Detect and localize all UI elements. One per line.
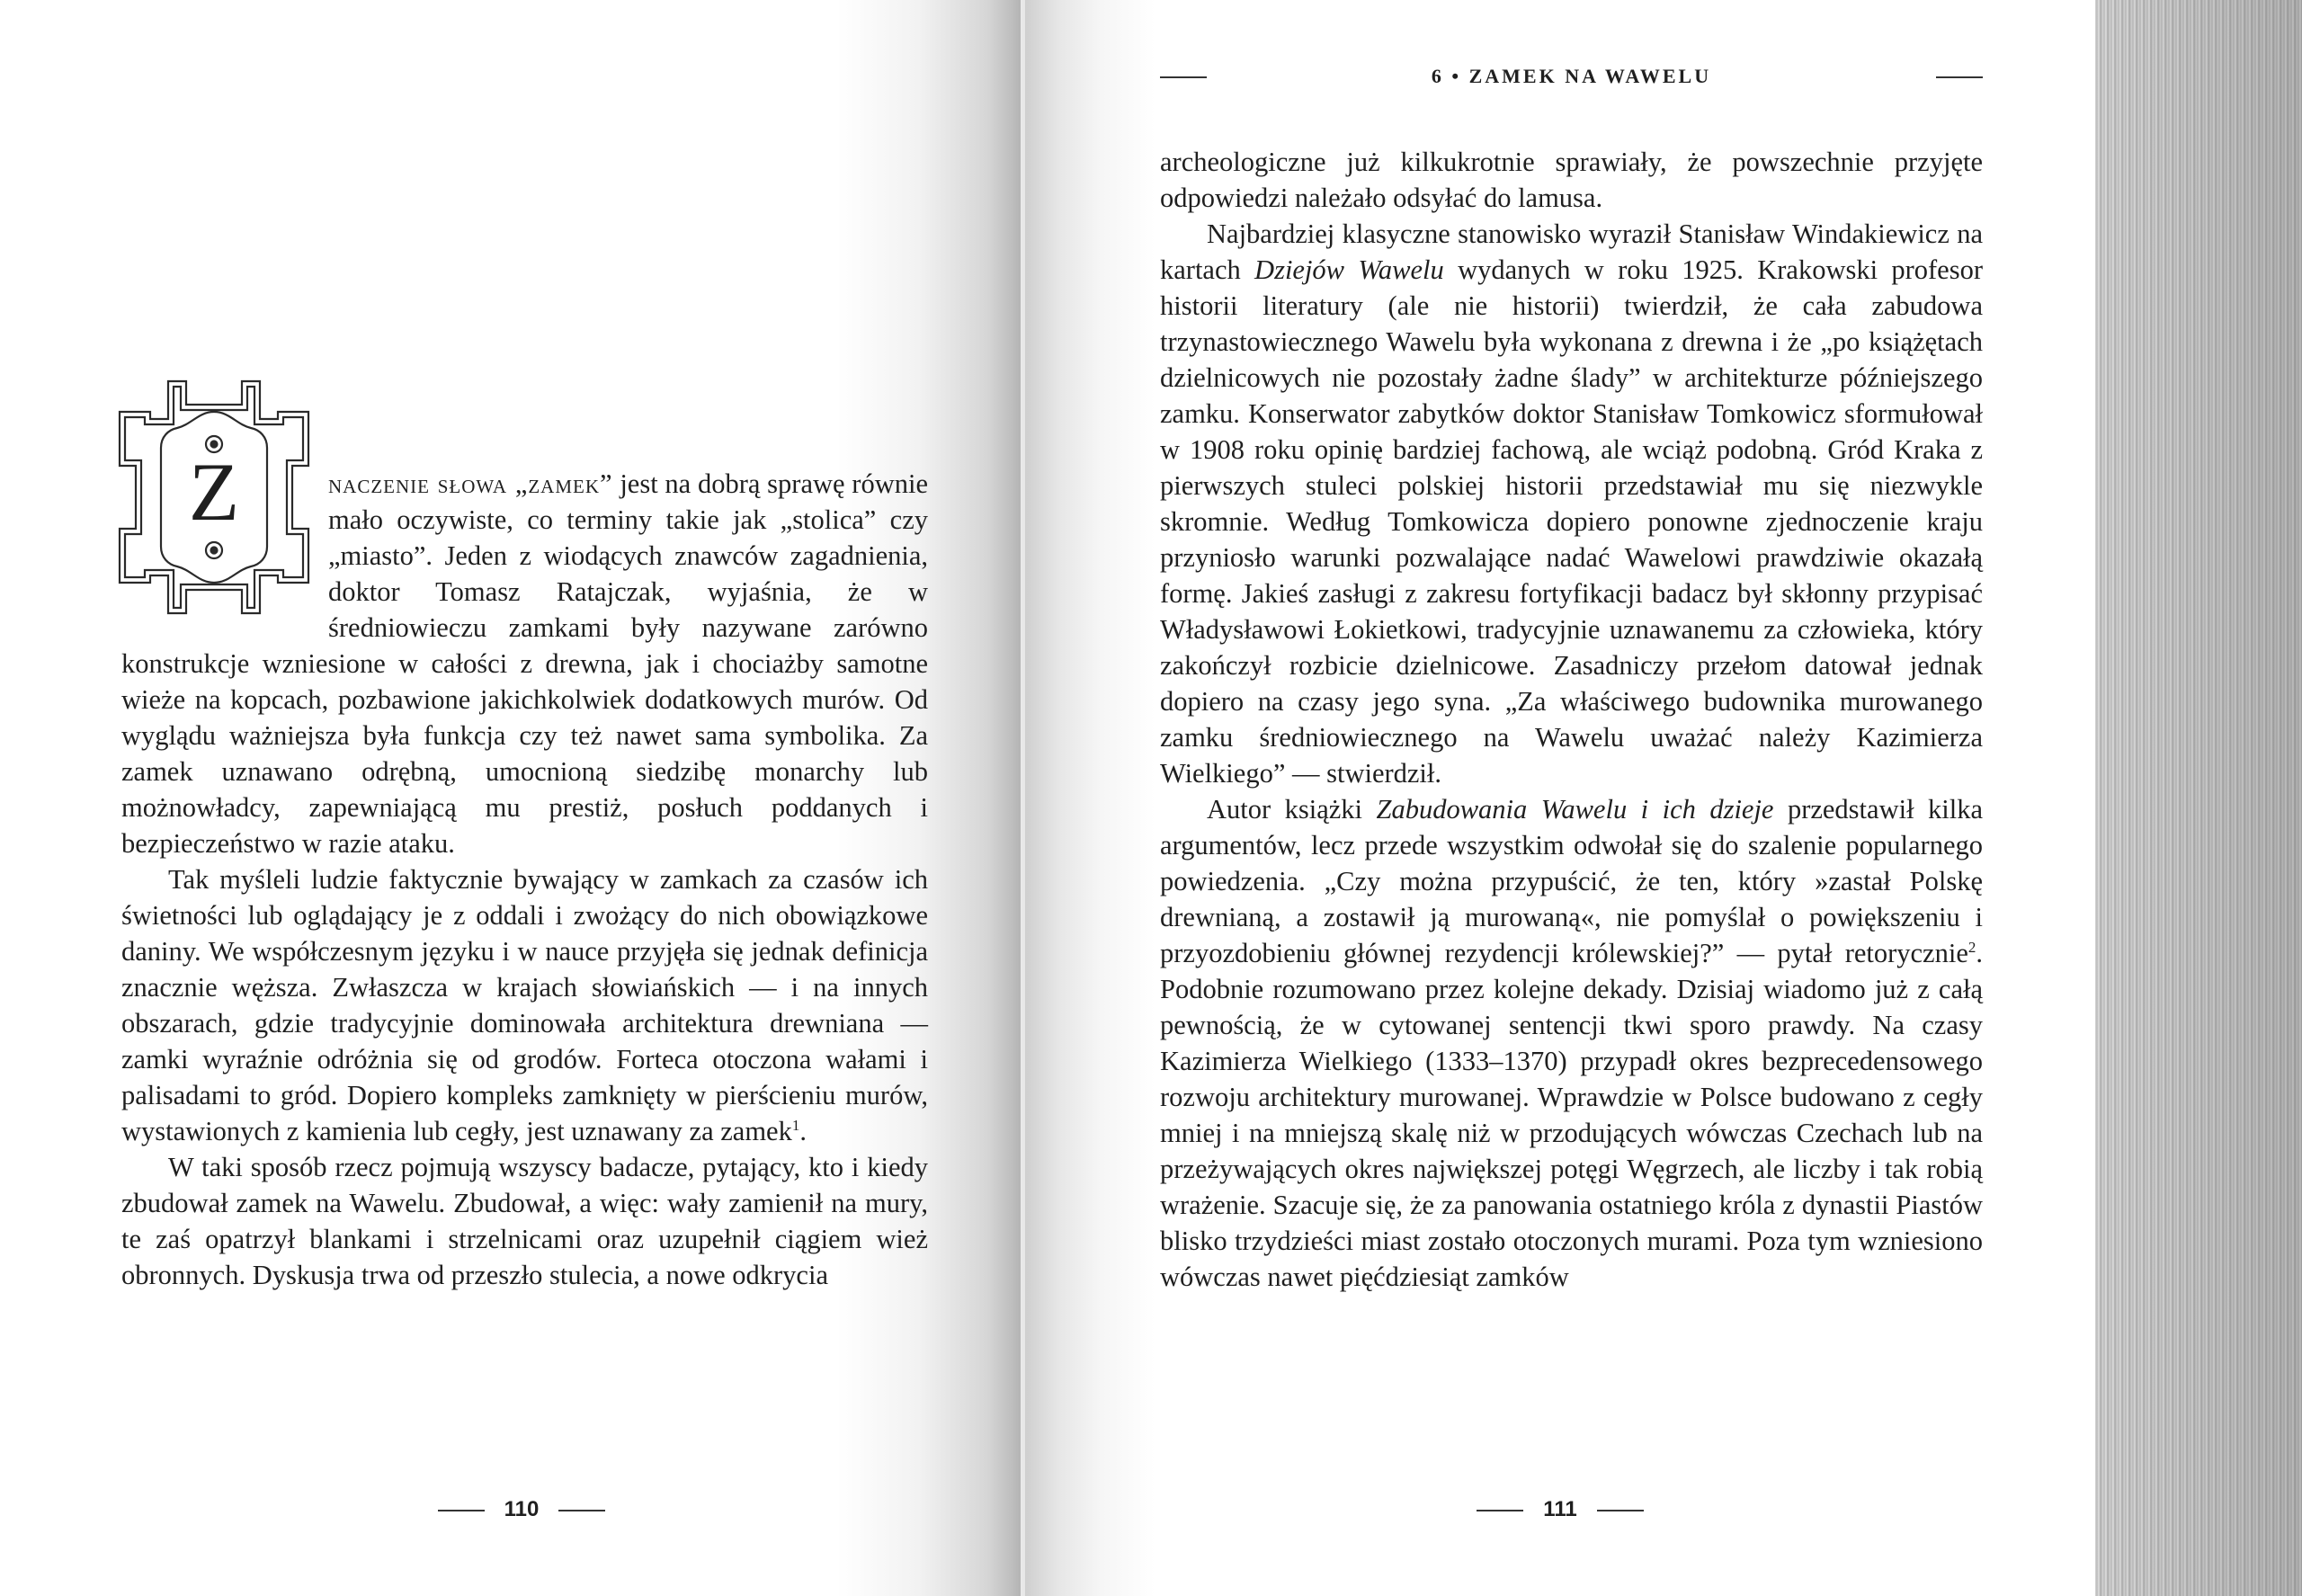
running-head — [1160, 65, 1983, 94]
left-paragraph-2 — [121, 861, 928, 1149]
paragraph-text: . Podobnie rozumowano przez kolejne dekady. Dzisiaj wiadomo już z całą pewnością, że w cytowanej sentencji tkwi sporo prawdy. Na czasy Kazimierza Wielkiego (1333–1370) przypadł okres bezprecedensowego rozwoju architektury murowanej. Wprawdzie w Polsce budowano z cegły mniej i na mniejszą skalę niż w przodujących wówczas Czechach lub na przeżywających okres największej potęgi Węgrzech, ale liczby i tak robią wrażenie. Szacuje się, że za panowania ostatniego króla z dynastii Piastów blisko trzydzieści miast zostało otoczonych murami. Poza tym wzniesiono wówczas nawet pięćdziesiąt zamków — [1160, 938, 1983, 1292]
right-paragraph-2 — [1160, 791, 1983, 1295]
book-title: Zabudowania Wawelu i ich dzieje — [1376, 794, 1774, 825]
paragraph-text: archeologiczne już kilkukrotnie sprawiały, że powszechnie przyjęte odpowiedzi należało odsyłać do lamusa. — [1160, 147, 1983, 213]
paragraph-text: jest na dobrą sprawę równie mało oczywiste, co terminy takie jak „stolica” czy „miasto”. Jeden z wiodących znawców zagadnienia, doktor Tomasz Ratajczak, wyjaśnia, że w średniowieczu zamkami były nazywane zarówno konstrukcje wzniesione w całości z drewna, jak i chociażby samotne wieże na kopcach, pozbawione jakichkolwiek dodatkowych murów. Od wyglądu ważniejsza była funkcja czy też nawet sama symbolika. Za zamek uznawano odrębną, umocnioną siedzibę monarchy lub możnowładcy, zapewniającą mu prestiż, posłuch poddanych i bezpieczeństwo w razie ataku. — [121, 468, 928, 859]
running-head-rule — [1936, 76, 1983, 78]
paragraph-text: Tak myśleli ludzie faktycznie bywający w zamkach za czasów ich świetności lub oglądający je z oddali i zwożący do nich obowiązkowe daniny. We współczesnym języku i w nauce przyjęła się jednak definicja znacznie węższa. Zwłaszcza w krajach słowiańskich — i na innych obszarach, gdzie tradycyjnie dominowała architektura drewniana — zamki wyraźnie odróżnia się od grodów. Forteca otoczona wałami i palisadami to gród. Dopiero kompleks zamknięty w pierścieniu murów, wystawionych z kamienia lub cegły, jest uznawany za zamek — [121, 864, 928, 1146]
right-folio — [1452, 1497, 1668, 1524]
page-number-right: 111 — [1543, 1497, 1577, 1521]
paragraph-text: Autor książki — [1207, 794, 1377, 825]
paragraph-text: przedstawił kilka argumentów, lecz przede wszystkim odwołał się do szalenie popularnego powiedzenia. „Czy można przypuścić, że ten, który »zastał Polskę drewnianą, a zostawił ją murowaną«, nie pomyślał o powiększeniu i przyozdobieniu głównej rezydencji królewskiej?” — pytał retorycznie — [1160, 794, 1983, 968]
folio-rule — [558, 1510, 605, 1511]
left-paragraph-3 — [121, 1149, 928, 1293]
right-paragraph-1 — [1160, 216, 1983, 791]
folio-rule — [1477, 1510, 1523, 1511]
right-paragraph-0 — [1160, 144, 1983, 216]
chapter-title: 6 • ZAMEK NA WAWELU — [1431, 65, 1712, 87]
paragraph-text: W taki sposób rzecz pojmują wszyscy badacze, pytający, kto i kiedy zbudował zamek na Wawelu. Zbudował, a więc: wały zamienił na mury, te zaś opatrzył blankami i strzelnicami oraz uzupełnił ciągiem wież obronnych. Dyskusja trwa od przeszło stulecia, a nowe odkrycia — [121, 1152, 928, 1290]
paragraph-text: Najbardziej klasyczne stanowisko wyraził Stanisław Windakiewicz na kartach — [1160, 218, 1983, 285]
footnote-marker[interactable]: 2 — [1967, 938, 1976, 956]
page-number-left: 110 — [504, 1497, 540, 1521]
page-edges — [2095, 0, 2302, 1596]
right-page-body — [1160, 144, 1983, 1295]
ornamental-dropcap — [116, 379, 312, 615]
left-folio — [414, 1497, 629, 1524]
folio-rule — [438, 1510, 485, 1511]
dropcap-letter: Z — [188, 446, 240, 538]
book-title: Dziejów Wawelu — [1254, 254, 1444, 285]
paragraph-text: . — [799, 1116, 807, 1146]
paragraph-text: wydanych w roku 1925. Krakowski profesor historii literatury (ale nie historii) twierdził, że cała zabudowa trzynastowiecznego Wawelu była wykonana z drewna i że „po książętach dzielnicowych nie pozostały żadne ślady” w architekturze późniejszego zamku. Konserwator zabytków doktor Stanisław Tomkowicz sformułował w 1908 roku opinię bardziej fachową, ale wciąż podobną. Gród Kraka z pierwszych stuleci polskiej historii przedstawiał mu się niezwykle skromnie. Według Tomkowicza dopiero ponowne zjednoczenie kraju przyniosło warunki pozwalające nadać Wawelowi prawdziwie okazałą formę. Jakieś zasługi z zakresu fortyfikacji badacz był skłonny przypisać Władysławowi Łokietkowi, tradycyjnie uznawanemu za człowieka, który zakończył rozbicie dzielnicowe. Zasadniczy przełom datował jednak dopiero na czasy jego syna. „Za właściwego budownika murowanego zamku średniowiecznego na Wawelu uważać należy Kazimierza Wielkiego” — stwierdził. — [1160, 254, 1983, 789]
folio-rule — [1597, 1510, 1644, 1511]
left-page-body — [121, 446, 928, 1293]
opening-words: naczenie słowa „zamek” — [328, 468, 613, 499]
footnote-marker[interactable]: 1 — [791, 1116, 800, 1134]
